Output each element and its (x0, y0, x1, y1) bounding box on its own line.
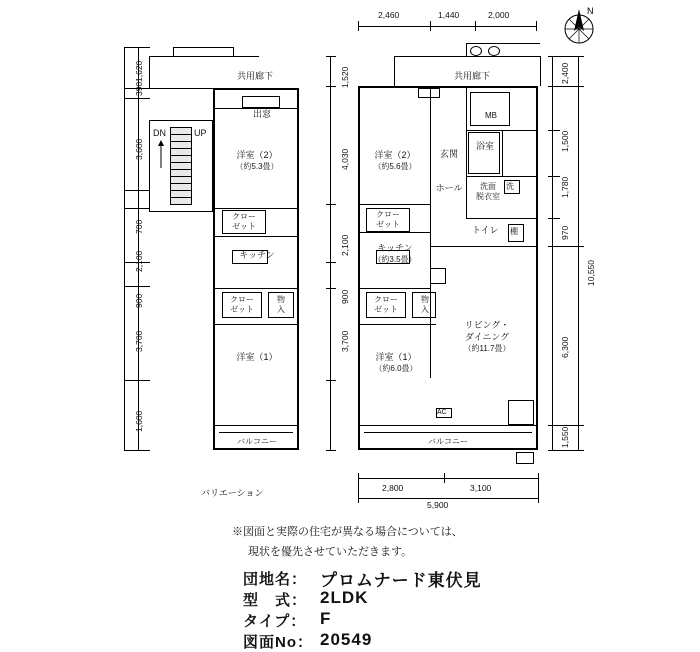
corridor-label: 共用廊下 (236, 71, 273, 81)
dimension: 1,780 (560, 176, 570, 198)
wall (430, 246, 538, 247)
stair-flight (170, 127, 192, 205)
wall (360, 288, 430, 289)
wall (215, 324, 299, 325)
balcony-storage (508, 400, 534, 425)
dimension: 970 (560, 225, 570, 240)
wall (360, 324, 436, 325)
dimension: 2,800 (382, 483, 404, 493)
stairs-up-label: UP (194, 128, 207, 138)
corridor-line (540, 56, 541, 86)
dimension: 5,900 (427, 500, 449, 510)
dimension: 4,030 (340, 148, 350, 170)
bathroom (468, 132, 500, 174)
dimension: 3,100 (470, 483, 492, 493)
field-label-danchi: 団地名： (243, 571, 308, 588)
closet-label: クロー ゼット (230, 295, 254, 314)
wall (358, 86, 360, 450)
closet-label: クロー ゼット (232, 212, 256, 231)
wall (360, 232, 430, 233)
corridor-line (466, 43, 467, 56)
field-value-danchi: プロムナード東伏見 (320, 571, 482, 590)
ac-label: AC (437, 409, 447, 416)
corridor-line (149, 56, 259, 57)
wall (502, 130, 503, 176)
dimension: 2,100 (340, 234, 350, 256)
dimension: 1,550 (560, 426, 570, 448)
wall (215, 288, 299, 289)
toilet-label: トイレ (472, 225, 499, 235)
wall (215, 236, 299, 237)
balcony-line (358, 425, 538, 426)
corridor-line (173, 47, 233, 48)
wall (430, 88, 431, 378)
dimension: 2,100 (134, 250, 144, 272)
dimension: 2,000 (488, 10, 510, 20)
field-label-zumen-no: 図面No： (243, 634, 313, 651)
north-letter: N (587, 6, 594, 16)
room-label-yoshitsu2: 洋室（2） （約5.3畳） (235, 150, 279, 172)
kitchen-label: キッチン （約3.5畳） (373, 243, 417, 265)
wall (358, 448, 538, 450)
balcony-line (219, 432, 293, 433)
dimension: 3,700 (134, 330, 144, 352)
wall (536, 86, 538, 450)
stair-arrow-icon (152, 140, 170, 170)
mb-shaft (470, 92, 510, 126)
field-label-taipu: タイプ： (243, 613, 307, 630)
wall (358, 86, 538, 88)
bay-window-label: 出窓 (252, 109, 271, 119)
shelf-label: 棚 (510, 227, 518, 236)
storage-label: 物 入 (277, 295, 285, 314)
storage-label: 物 入 (421, 295, 429, 314)
corridor-line (233, 47, 234, 57)
bay-window (242, 96, 280, 108)
balcony-line (364, 432, 532, 433)
corridor-line (173, 47, 174, 57)
corridor-line (149, 56, 150, 88)
dimension: 10,550 (586, 260, 596, 286)
entrance-label: 玄関 (439, 149, 458, 159)
field-value-zumen-no: 20549 (320, 630, 373, 649)
balcony-line (213, 425, 299, 426)
room-label-yoshitsu1: 洋室（1） （約6.0畳） (374, 352, 418, 374)
bathroom-label: 浴室 (475, 141, 494, 151)
balcony-label: バルコニー (428, 437, 468, 446)
balcony-label: バルコニー (237, 437, 277, 446)
mb-label: MB (485, 111, 497, 120)
window (418, 88, 440, 98)
corridor-label: 共用廊下 (453, 71, 490, 81)
room-label-yoshitsu1: 洋室（1） (236, 352, 278, 362)
dimension: 3,600 (134, 138, 144, 160)
variation-label: バリエーション (201, 488, 264, 498)
dimension: 1,520 (340, 66, 350, 88)
dimension: 2,460 (378, 10, 400, 20)
corridor-line (394, 56, 395, 86)
north-arrow-icon (556, 4, 602, 50)
dimension: 1,600 (134, 410, 144, 432)
disclaimer-line-1: ※図面と実際の住宅が異なる場合については、 (232, 526, 463, 538)
hall-label: ホール (435, 183, 463, 193)
wall (466, 176, 467, 218)
wall (213, 88, 299, 90)
corridor-line (466, 43, 540, 44)
meter-box (516, 452, 534, 464)
dimension: 1,440 (438, 10, 460, 20)
dimension: 3,700 (340, 330, 350, 352)
corridor-line (394, 56, 540, 57)
room-label-yoshitsu2: 洋室（2） （約5.6畳） (373, 150, 417, 172)
field-label-type: 型 式： (243, 592, 308, 609)
wall (213, 448, 299, 450)
wall (297, 88, 299, 450)
dimension: 2,400 (560, 62, 570, 84)
dimension: 390 (134, 81, 144, 96)
pipe-shaft (488, 46, 500, 56)
wall (215, 208, 299, 209)
corridor-line (149, 88, 213, 89)
dimension: 6,300 (560, 336, 570, 358)
field-value-taipu: F (320, 609, 332, 628)
field-value-type: 2LDK (320, 588, 369, 607)
dimension: 700 (134, 219, 144, 234)
kitchen-label: キッチン (239, 250, 275, 260)
pipe-shaft (470, 46, 482, 56)
storage-small (430, 268, 446, 284)
dimension: 900 (134, 293, 144, 308)
washroom-label: 洗面 脱衣室 (476, 182, 500, 201)
closet-label: クロー ゼット (374, 295, 398, 314)
wall (466, 176, 538, 177)
living-dining-label: リビング・ ダイニング （約11.7畳） (463, 320, 511, 354)
disclaimer-line-2: 現状を優先させていただきます。 (248, 546, 413, 558)
dimension: 1,500 (560, 130, 570, 152)
dimension: 900 (340, 289, 350, 304)
washer-label: 洗 (506, 182, 514, 191)
stairs-down-label: DN (153, 128, 166, 138)
closet-label: クロー ゼット (376, 210, 400, 229)
dimension: 1,620 (134, 60, 144, 82)
wall (213, 88, 215, 450)
wall (360, 204, 430, 205)
wall (466, 218, 538, 219)
